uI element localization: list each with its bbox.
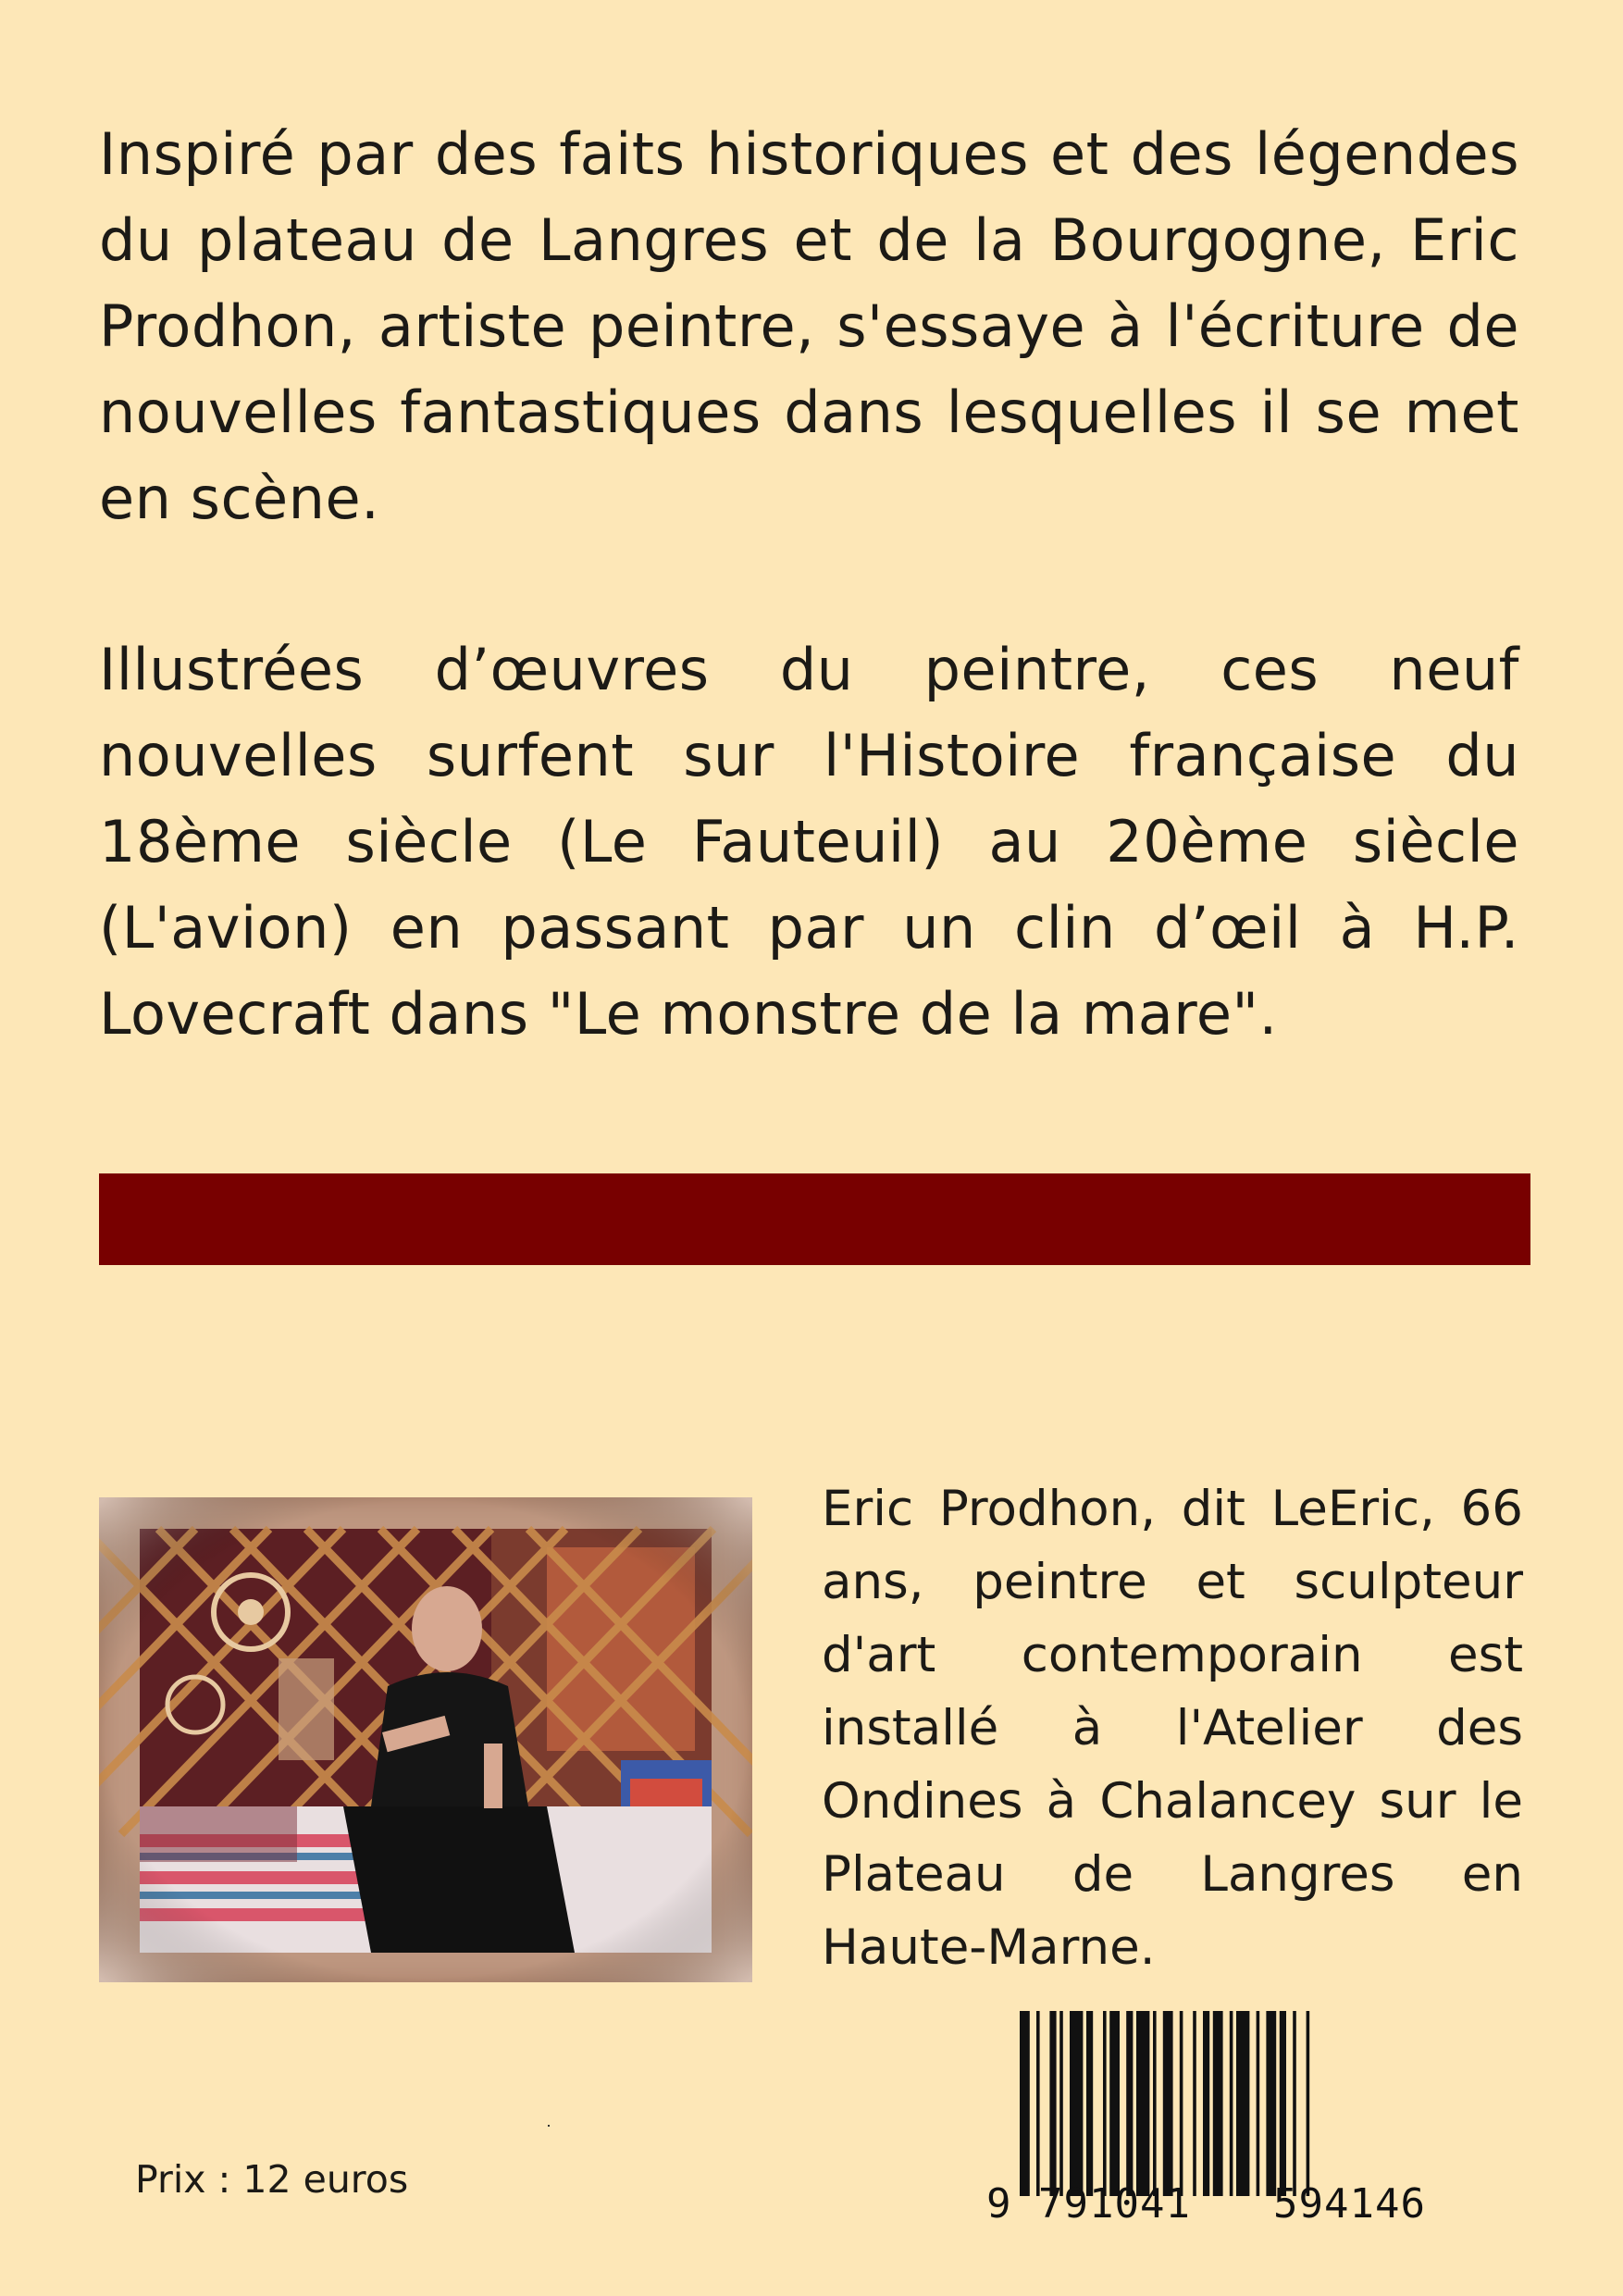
description-paragraph-2: Illustrées d’œuvres du peintre, ces neuf nouvelles surfent sur l'Histoire française du 18ème siècle (Le Fauteuil) au 20ème siècle (L'avion) en passant par un clin d’œil à H.P. Lovecraft dans "Le monstre de la mare". xyxy=(99,636,1519,1048)
barcode-bar xyxy=(1153,2011,1157,2196)
price-label: Prix : 12 euros xyxy=(135,2157,409,2202)
barcode-bar xyxy=(1213,2011,1223,2196)
barcode-bar xyxy=(1020,2011,1030,2196)
barcode-bar xyxy=(1236,2011,1249,2196)
barcode-bar xyxy=(1307,2011,1310,2196)
barcode-bar xyxy=(1280,2011,1286,2196)
barcode-bar xyxy=(1086,2011,1093,2196)
barcode-bar xyxy=(1103,2011,1107,2196)
barcode-bar xyxy=(1059,2011,1063,2196)
barcode-bar xyxy=(1163,2011,1173,2196)
barcode-bar xyxy=(1203,2011,1209,2196)
barcode-left-group: 791041 xyxy=(1038,2180,1191,2228)
barcode-bar xyxy=(1180,2011,1183,2196)
decorative-band xyxy=(99,1173,1530,1265)
barcode-bar xyxy=(1257,2011,1260,2196)
barcode-bar xyxy=(1230,2011,1233,2196)
barcode-bar xyxy=(1036,2011,1040,2196)
barcode-bar xyxy=(1049,2011,1056,2196)
author-bio: Eric Prodhon, dit LeEric, 66 ans, peintre et sculpteur d'art contemporain est installé à l'Atelier des Ondines à Chalancey sur le Plateau de Langres en Haute-Marne. xyxy=(822,1481,1523,1976)
barcode-bar xyxy=(1126,2011,1133,2196)
barcode-bar xyxy=(1266,2011,1276,2196)
barcode-bar xyxy=(1136,2011,1149,2196)
barcode-bar xyxy=(1070,2011,1083,2196)
barcode-bar xyxy=(1109,2011,1120,2196)
barcode-first-digit: 9 xyxy=(986,2180,1011,2228)
barcode-bar xyxy=(1293,2011,1296,2196)
stray-dot xyxy=(548,2125,550,2127)
barcode-bar xyxy=(1193,2011,1196,2196)
barcode-bars xyxy=(1020,2011,1473,2196)
barcode-right-group: 594146 xyxy=(1273,2180,1426,2228)
description-paragraph-1: Inspiré par des faits historiques et des légendes du plateau de Langres et de la Bourgogne, Eric Prodhon, artiste peintre, s'essaye à l'écriture de nouvelles fantastiques dans lesquelles il se met en scène. xyxy=(99,120,1519,532)
author-photo xyxy=(99,1497,752,1982)
author-photo-illustration xyxy=(99,1497,752,1982)
barcode xyxy=(985,2004,1484,2226)
